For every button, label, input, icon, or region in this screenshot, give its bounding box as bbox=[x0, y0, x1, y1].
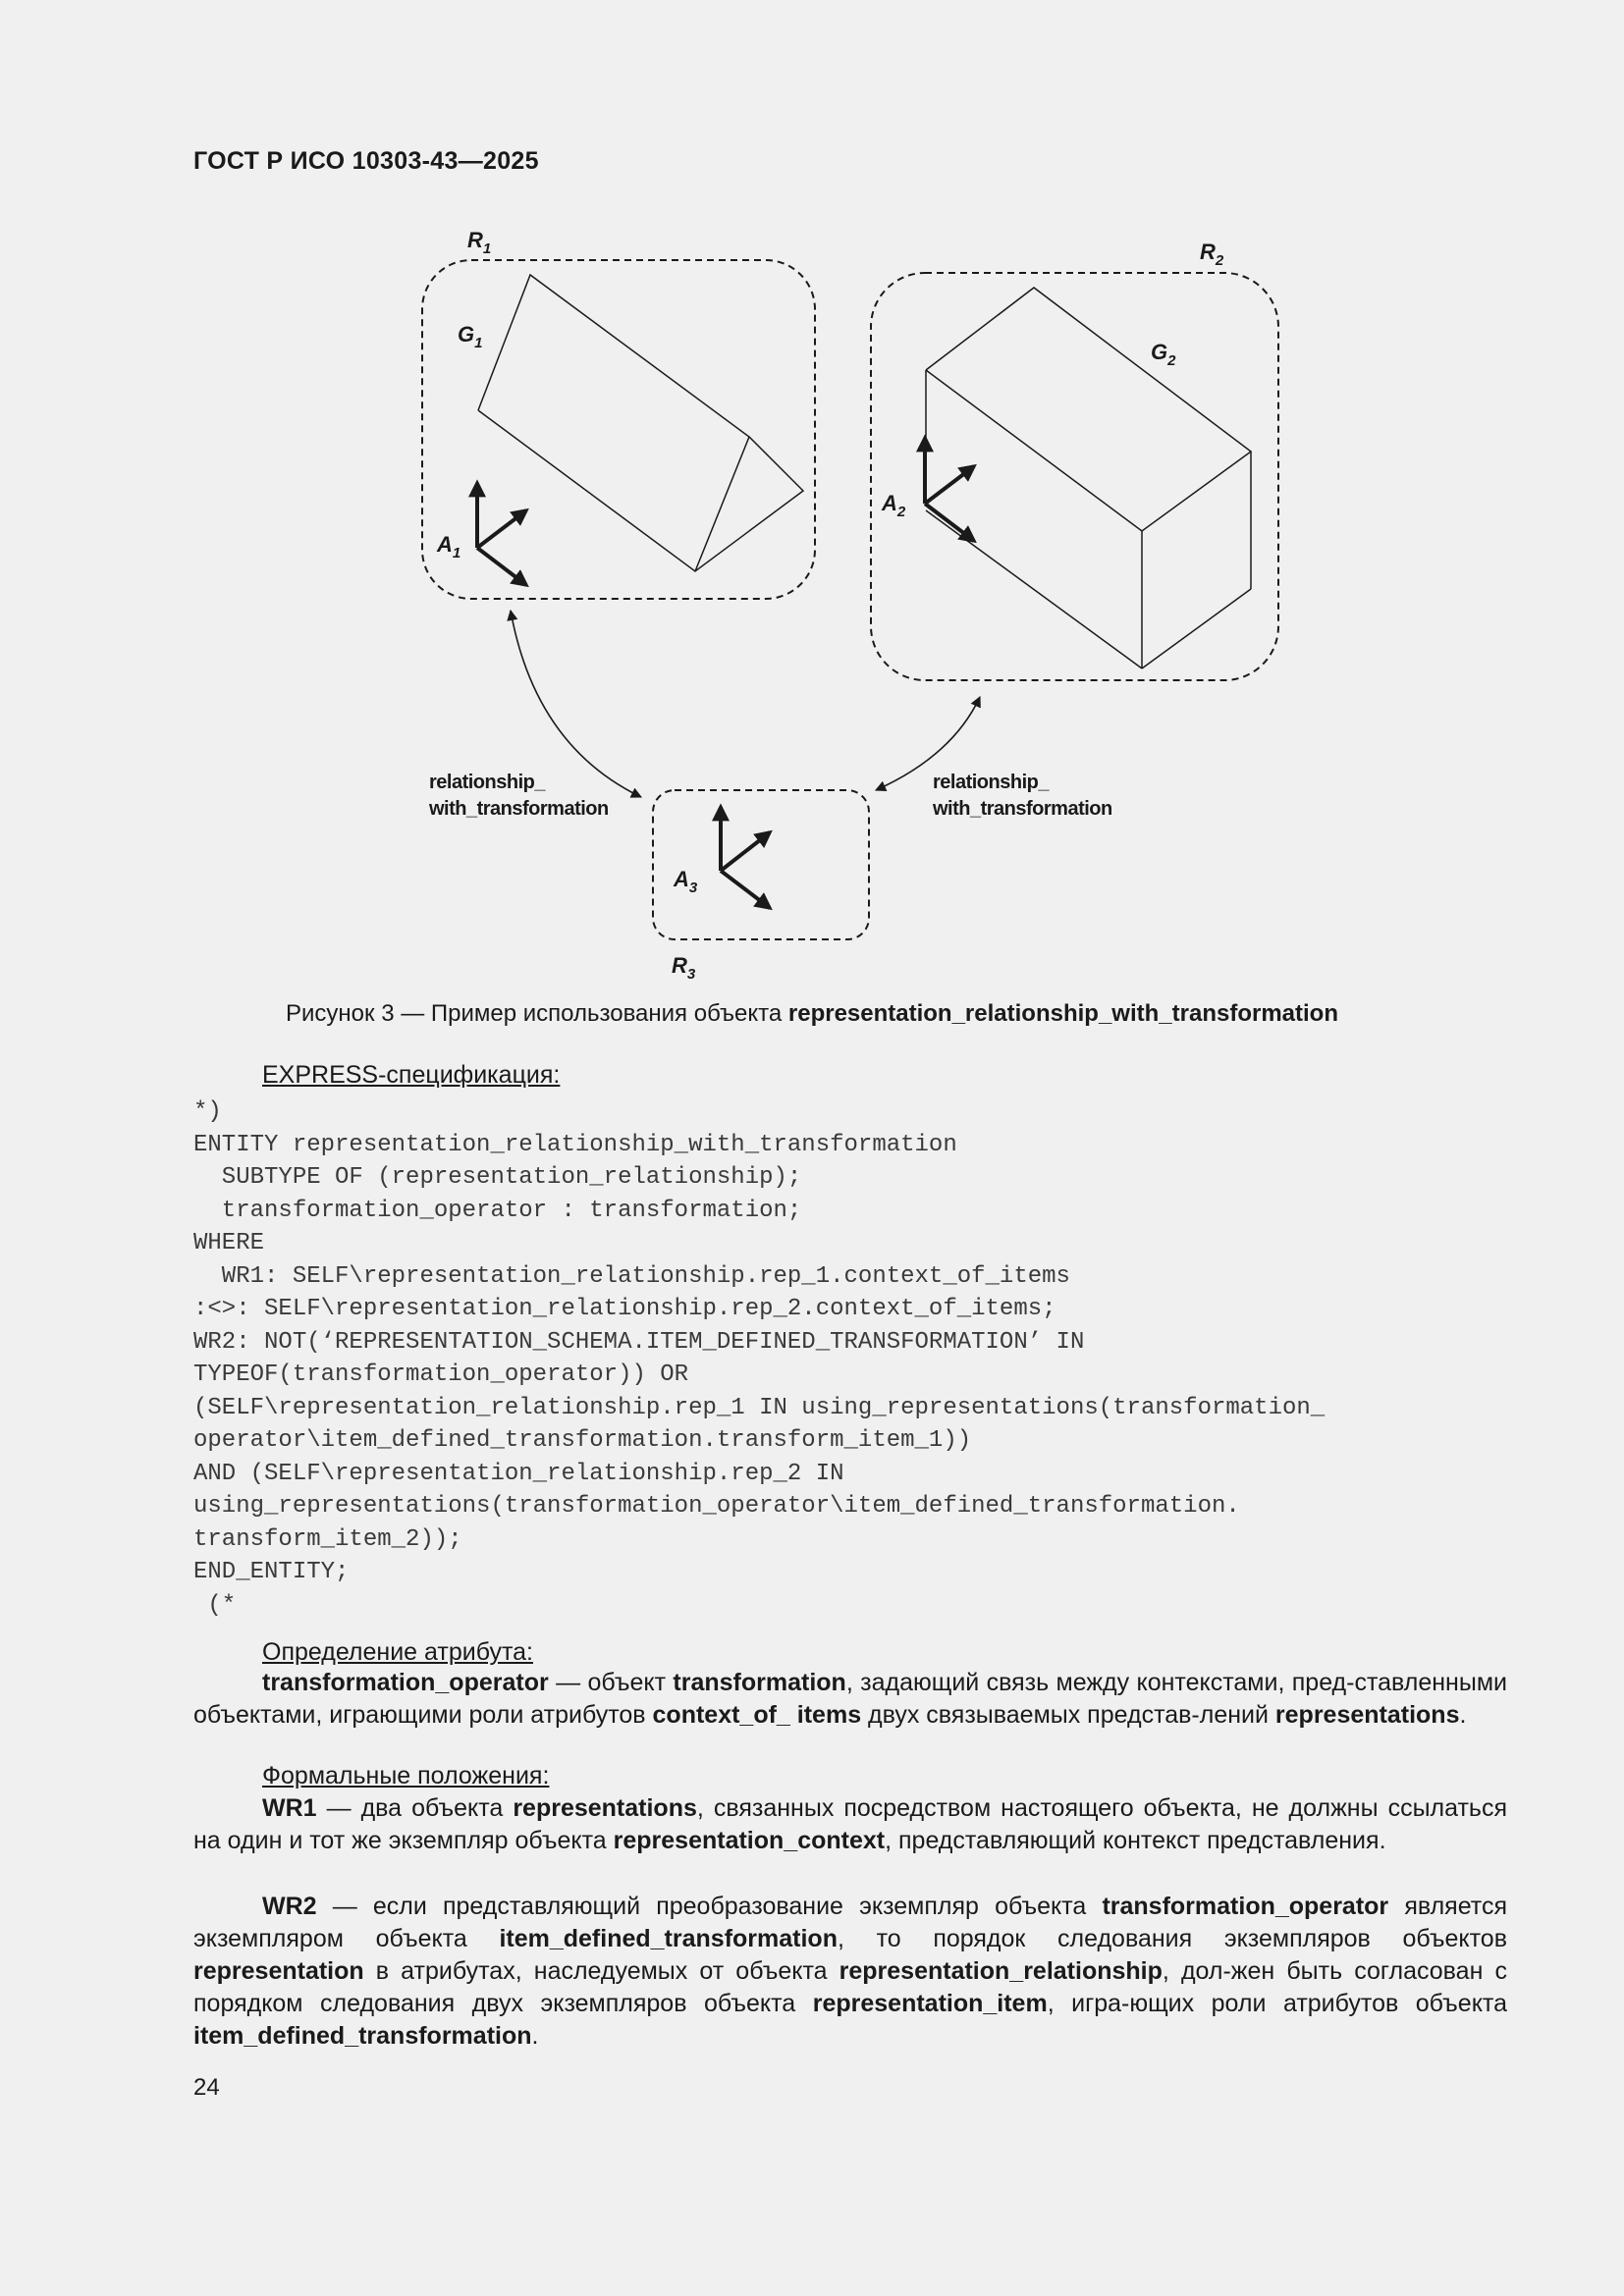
code-line: WR1: SELF\representation_relationship.rep_1.context_of_items bbox=[193, 1262, 1070, 1290]
bold-term: transformation bbox=[673, 1669, 846, 1696]
label-g1: $G_1$ bbox=[458, 322, 483, 351]
relationship-label-right-line1: relationship_ bbox=[933, 772, 1049, 793]
code-line: *) bbox=[193, 1098, 222, 1125]
region-r3-boundary bbox=[653, 790, 869, 939]
text-run: , дол-жен быть согласован с порядком следования двух экземпляров объекта bbox=[193, 1957, 1507, 2017]
text-run: , связанных посредством настоящего объекта, не должны ссылаться на один и тот же экземпляр объекта bbox=[193, 1794, 1507, 1854]
bold-term: item_defined_transformation bbox=[499, 1925, 838, 1952]
bold-term: representation_context bbox=[613, 1827, 886, 1854]
express-heading: EXPRESS-спецификация: bbox=[262, 1061, 561, 1089]
figure-diagram bbox=[0, 0, 1624, 1060]
text-run: — если представляющий преобразование экземпляр объекта bbox=[316, 1893, 1103, 1920]
relationship-label-left-line1: relationship_ bbox=[429, 772, 545, 793]
text-run: является экземпляром объекта bbox=[193, 1893, 1507, 1952]
code-line: SUBTYPE OF (representation_relationship); bbox=[193, 1164, 802, 1191]
axis-placement-a1 bbox=[477, 483, 526, 585]
bold-term: item_defined_transformation bbox=[193, 2022, 532, 2050]
caption-entity-name: representation_relationship_with_transformation bbox=[787, 1000, 1338, 1027]
code-line: transform_item_2)); bbox=[193, 1525, 462, 1553]
code-line: WHERE bbox=[193, 1230, 265, 1256]
axis-placement-a2 bbox=[925, 438, 974, 541]
relationship-label-right-line2: with_transformation bbox=[933, 798, 1112, 820]
bold-term: representation_item bbox=[812, 1990, 1048, 2017]
text-run: , игра-ющих роли атрибутов объекта bbox=[1047, 1990, 1507, 2017]
label-a3: $A_3$ bbox=[674, 867, 698, 896]
code-line: :<>: SELF\representation_relationship.rep_2.context_of_items; bbox=[193, 1296, 1056, 1322]
figure-3 bbox=[0, 0, 1624, 1060]
text-run: . bbox=[531, 2022, 539, 2050]
relationship-label-left-line2: with_transformation bbox=[429, 798, 609, 820]
label-a1: $A_1$ bbox=[437, 532, 461, 561]
text-run: двух связываемых представ-лений bbox=[861, 1701, 1275, 1729]
figure-caption bbox=[0, 1000, 1624, 1028]
code-line: transformation_operator : transformation; bbox=[193, 1197, 802, 1224]
code-line: (* bbox=[193, 1591, 237, 1619]
wr2-paragraph bbox=[193, 1891, 1507, 2053]
region-r1-boundary bbox=[422, 260, 815, 599]
text-run: . bbox=[1459, 1701, 1467, 1729]
bold-term: representations bbox=[513, 1794, 697, 1822]
page-number: 24 bbox=[193, 2074, 220, 2101]
text-run: , то порядок следования экземпляров объектов bbox=[837, 1925, 1507, 1952]
label-r3: $R_3$ bbox=[672, 953, 696, 983]
bold-term: representations bbox=[1274, 1701, 1460, 1729]
code-line: TYPEOF(transformation_operator)) OR bbox=[193, 1362, 689, 1388]
code-line: END_ENTITY; bbox=[193, 1559, 350, 1585]
code-line: AND (SELF\representation_relationship.rep_2 IN bbox=[193, 1460, 844, 1487]
text-run: в атрибутах, наследуемых от объекта bbox=[363, 1957, 839, 1985]
wr1-paragraph bbox=[193, 1792, 1507, 1857]
text-run: — объект bbox=[548, 1669, 674, 1696]
bold-term: representation bbox=[193, 1957, 364, 1985]
label-r2: $R_2$ bbox=[1200, 240, 1224, 269]
text-run: , представляющий контекст представления. bbox=[885, 1827, 1386, 1854]
express-code-block bbox=[193, 1095, 1325, 1622]
caption-prefix: Рисунок 3 — Пример использования объекта bbox=[286, 1000, 788, 1027]
text-run: , задающий связь между контекстами, пред-ставленными объектами, играющими роли атрибутов bbox=[193, 1669, 1507, 1729]
code-line: operator\item_defined_transformation.transform_item_1)) bbox=[193, 1427, 972, 1454]
bold-term: representation_relationship bbox=[839, 1957, 1163, 1985]
code-line: using_representations(transformation_operator\item_defined_transformation. bbox=[193, 1493, 1240, 1520]
bold-term: transformation_operator bbox=[262, 1669, 549, 1696]
rules-heading: Формальные положения: bbox=[262, 1762, 550, 1789]
bold-term: WR1 bbox=[262, 1794, 317, 1822]
code-line: ENTITY representation_relationship_with_transformation bbox=[193, 1131, 957, 1158]
geometry-g1-prism bbox=[478, 275, 803, 571]
geometry-g2-box bbox=[926, 288, 1251, 668]
code-line: WR2: NOT(‘REPRESENTATION_SCHEMA.ITEM_DEFINED_TRANSFORMATION’ IN bbox=[193, 1328, 1085, 1356]
bold-term: WR2 bbox=[262, 1893, 317, 1920]
text-run: — два объекта bbox=[316, 1794, 514, 1822]
attribute-heading: Определение атрибута: bbox=[262, 1638, 533, 1666]
label-r1: $R_1$ bbox=[467, 228, 492, 257]
relationship-arrow-left bbox=[511, 611, 641, 797]
bold-term: transformation_operator bbox=[1102, 1893, 1389, 1920]
bold-term: context_of_ items bbox=[652, 1701, 862, 1729]
document-header: ГОСТ Р ИСО 10303-43—2025 bbox=[193, 147, 539, 175]
attribute-definition-paragraph bbox=[193, 1667, 1507, 1732]
label-g2: $G_2$ bbox=[1151, 340, 1176, 369]
axis-placement-a3 bbox=[721, 807, 770, 908]
code-line: (SELF\representation_relationship.rep_1 IN using_representations(transformation_ bbox=[193, 1394, 1326, 1421]
label-a2: $A_2$ bbox=[882, 491, 906, 520]
